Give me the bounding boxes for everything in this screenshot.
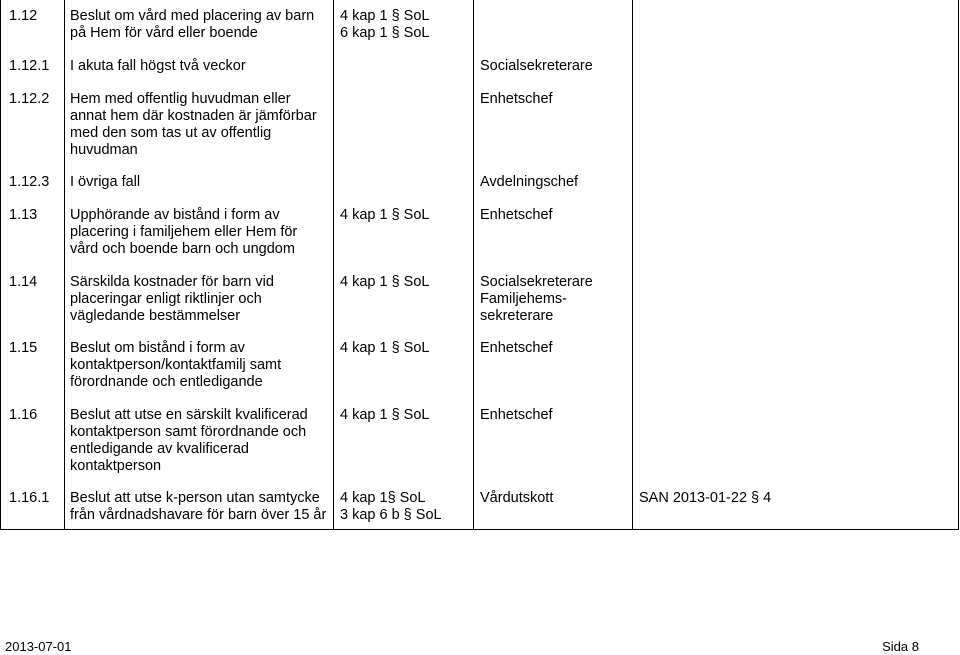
row-description: Beslut att utse en särskilt kvalificerad [70,407,308,423]
row-description: Beslut om vård med placering av barn [70,8,315,24]
row-role: sekreterare [480,308,554,324]
row-role: Socialsekreterare [480,274,593,290]
row-number: 1.13 [9,207,38,223]
row-role: Enhetschef [480,407,553,423]
row-role: Enhetschef [480,207,553,223]
table-bottom-border [0,529,959,530]
row-description: Hem med offentlig huvudman eller [70,91,291,107]
row-role: Avdelningschef [480,174,579,190]
row-role: Enhetschef [480,340,553,356]
row-description: från vårdnadshavare för barn över 15 år [70,507,327,523]
row-number: 1.12.1 [9,58,50,74]
row-description: placering i familjehem eller Hem för [70,224,298,240]
row-description: I övriga fall [70,174,141,190]
row-description: Beslut om bistånd i form av [70,340,245,356]
column-divider [473,0,474,530]
row-number: 1.12 [9,8,38,24]
row-number: 1.12.2 [9,91,50,107]
row-description: kontaktperson/kontaktfamilj samt [70,357,282,373]
row-law: 3 kap 6 b § SoL [340,507,442,523]
row-law: 4 kap 1 § SoL [340,8,430,24]
row-description: Beslut att utse k-person utan samtycke [70,490,320,506]
row-description: I akuta fall högst två veckor [70,58,246,74]
row-description: huvudman [70,142,138,158]
row-number: 1.14 [9,274,38,290]
row-description: med den som tas ut av offentlig [70,125,272,141]
row-description: förordnande och entledigande [70,374,263,390]
column-divider [333,0,334,530]
table-border [0,0,1,530]
row-number: 1.15 [9,340,38,356]
row-description: Upphörande av bistånd i form av [70,207,280,223]
row-number: 1.16.1 [9,490,50,506]
row-role: Enhetschef [480,91,553,107]
row-description: entledigande av kvalificerad [70,441,249,457]
row-law: 4 kap 1 § SoL [340,340,430,356]
column-divider [64,0,65,530]
footer-date: 2013-07-01 [5,639,72,654]
row-role: Vårdutskott [480,490,554,506]
row-number: 1.16 [9,407,38,423]
row-law: 4 kap 1 § SoL [340,207,430,223]
row-description: annat hem där kostnaden är jämförbar [70,108,317,124]
column-divider [632,0,633,530]
row-description: på Hem för vård eller boende [70,25,258,41]
row-description: placeringar enligt riktlinjer och [70,291,262,307]
row-description: Särskilda kostnader för barn vid [70,274,274,290]
row-law: 4 kap 1 § SoL [340,274,430,290]
row-law: 6 kap 1 § SoL [340,25,430,41]
row-description: vård och boende barn och ungdom [70,241,295,257]
row-description: kontaktperson [70,458,162,474]
row-role: Familjehems- [480,291,568,307]
row-law: 4 kap 1 § SoL [340,407,430,423]
row-law: 4 kap 1§ SoL [340,490,426,506]
row-description: kontaktperson samt förordnande och [70,424,307,440]
row-description: vägledande bestämmelser [70,308,241,324]
row-role: Socialsekreterare [480,58,593,74]
row-note: SAN 2013-01-22 § 4 [639,490,772,506]
row-number: 1.12.3 [9,174,50,190]
table-border [958,0,959,530]
footer-page-number: Sida 8 [882,639,919,654]
